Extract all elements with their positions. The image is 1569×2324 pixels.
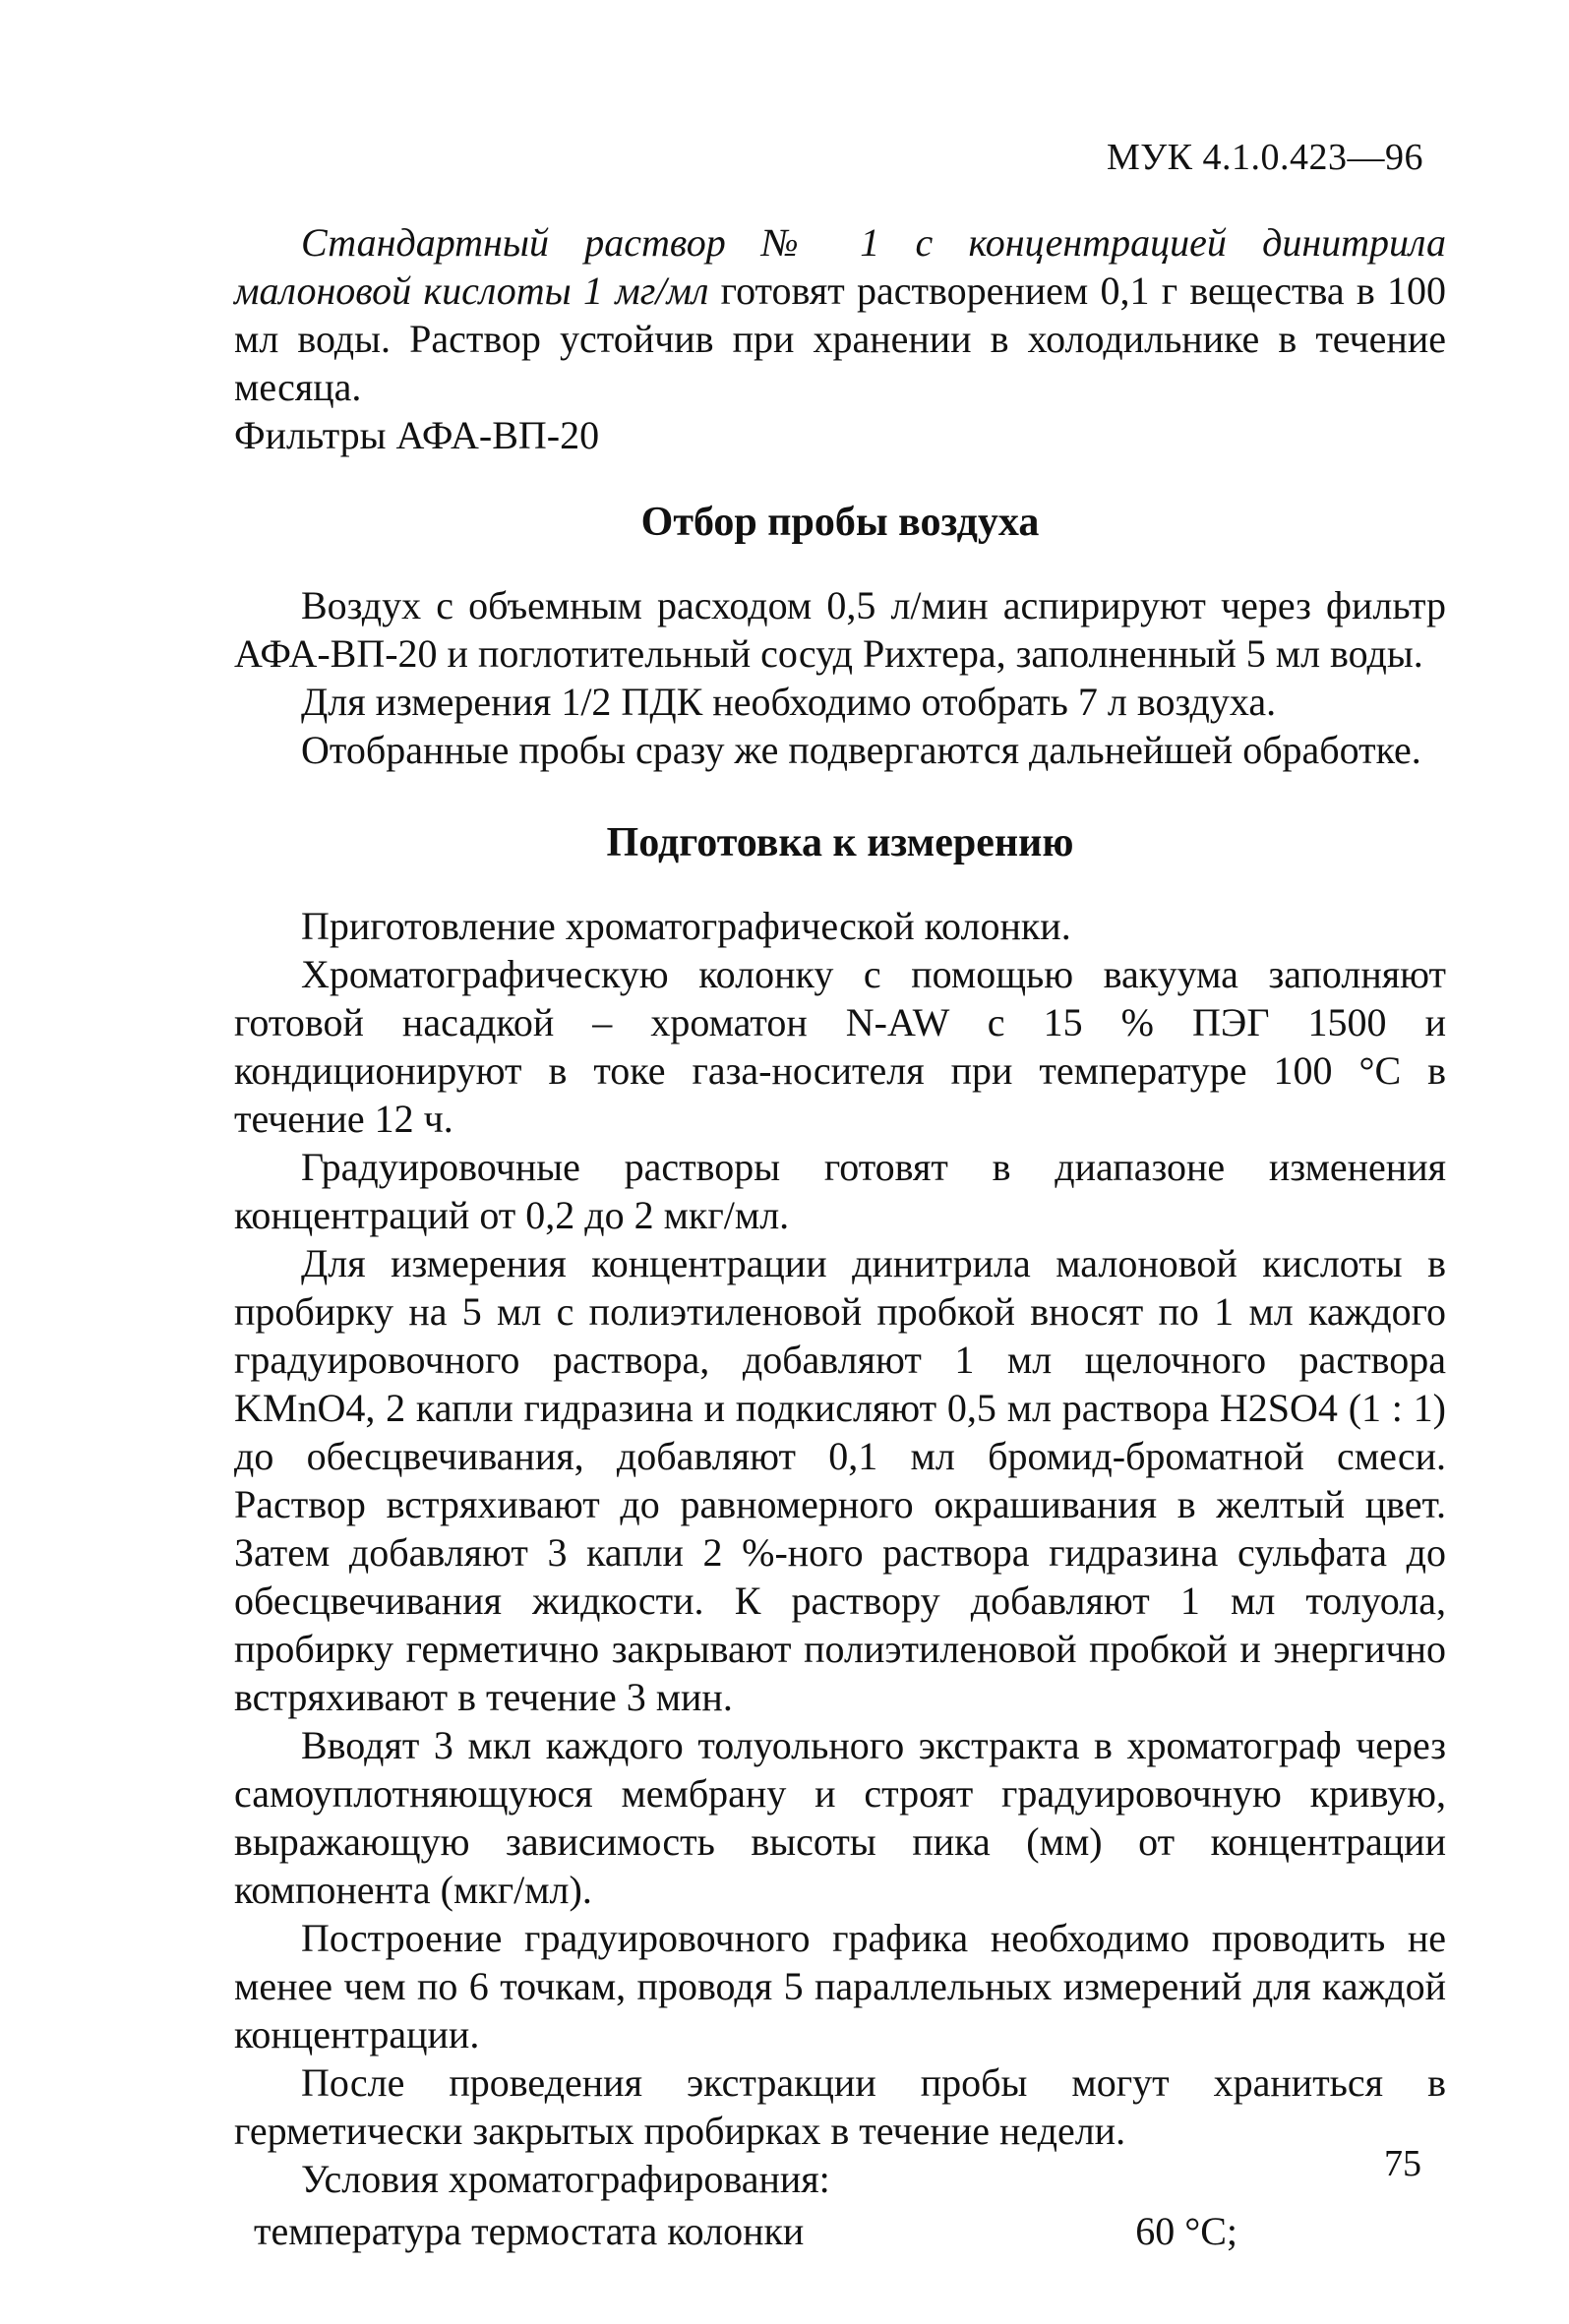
page-content <box>234 218 1446 2255</box>
chromatography-parameter-row <box>234 2207 1237 2255</box>
standard-solution-text: готовят растворением 0,1 г вещества в 100 мл воды. Раствор устойчив при хранении в холодильнике в течение месяца. <box>234 268 1446 409</box>
prep-paragraph-1: Приготовление хроматографической колонки. <box>301 904 1071 948</box>
air-paragraph-3: Отобранные пробы сразу же подвергаются дальнейшей обработке. <box>301 728 1421 772</box>
page-number: 75 <box>1384 2143 1421 2184</box>
intro-paragraph <box>234 218 1446 411</box>
section-title-air-sampling: Отбор пробы воздуха <box>640 500 1040 545</box>
parameter-value: 60 °С; <box>1135 2209 1237 2253</box>
prep-paragraph-5: Вводят 3 мкл каждого толуольного экстракта в хроматограф через самоуплотняющуюся мембрану и строят градуировочную кривую, выражающую зависимость высоты пика (мм) от концентрации компонента (мкг/мл). <box>234 1723 1446 1912</box>
standard-solution-lead: Стандартный раствор № 1 с концентрацией динитрила малоновой кислоты 1 мг/мл <box>234 220 1446 313</box>
air-paragraph-2: Для измерения 1/2 ПДК необходимо отобрать 7 л воздуха. <box>301 680 1277 724</box>
section-title-preparation: Подготовка к измерению <box>606 820 1074 865</box>
air-paragraph-1: Воздух с объемным расходом 0,5 л/мин аспирируют через фильтр АФА-ВП-20 и поглотительный сосуд Рихтера, заполненный 5 мл воды. <box>234 583 1446 676</box>
prep-paragraph-8: Условия хроматографирования: <box>301 2157 830 2201</box>
parameter-label: температура термостата колонки <box>254 2209 805 2253</box>
prep-paragraph-6: Построение градуировочного графика необходимо проводить не менее чем по 6 точкам, проводя 5 параллельных измерений для каждой концентрации. <box>234 1916 1446 2056</box>
filters-line: Фильтры АФА-ВП-20 <box>234 413 600 457</box>
prep-paragraph-7: После проведения экстракции пробы могут храниться в герметически закрытых пробирках в течение недели. <box>234 2060 1446 2153</box>
document-code-header: МУК 4.1.0.423—96 <box>1106 137 1423 178</box>
prep-paragraph-4: Для измерения концентрации динитрила малоновой кислоты в пробирку на 5 мл с полиэтиленовой пробкой вносят по 1 мл каждого градуировочного раствора, добавляют 1 мл щелочного раствора KMnO4, 2 капли гидразина и подкисляют 0,5 мл раствора H2SO4 (1 : 1) до обесцвечивания, добавляют 0,1 мл бромид-броматной смеси. Раствор встряхивают до равномерного окрашивания в желтый цвет. Затем добавляют 3 капли 2 %-ного раствора гидразина сульфата до обесцвечивания жидкости. К раствору добавляют 1 мл толуола, пробирку герметично закрывают полиэтиленовой пробкой и энергично встряхивают в течение 3 мин. <box>234 1241 1446 1719</box>
prep-paragraph-2: Хроматографическую колонку с помощью вакуума заполняют готовой насадкой – хроматон N-AW с 15 % ПЭГ 1500 и кондиционируют в токе газа-носителя при температуре 100 °С в течение 12 ч. <box>234 952 1446 1141</box>
prep-paragraph-3: Градуировочные растворы готовят в диапазоне изменения концентраций от 0,2 до 2 мкг/мл. <box>234 1145 1446 1237</box>
